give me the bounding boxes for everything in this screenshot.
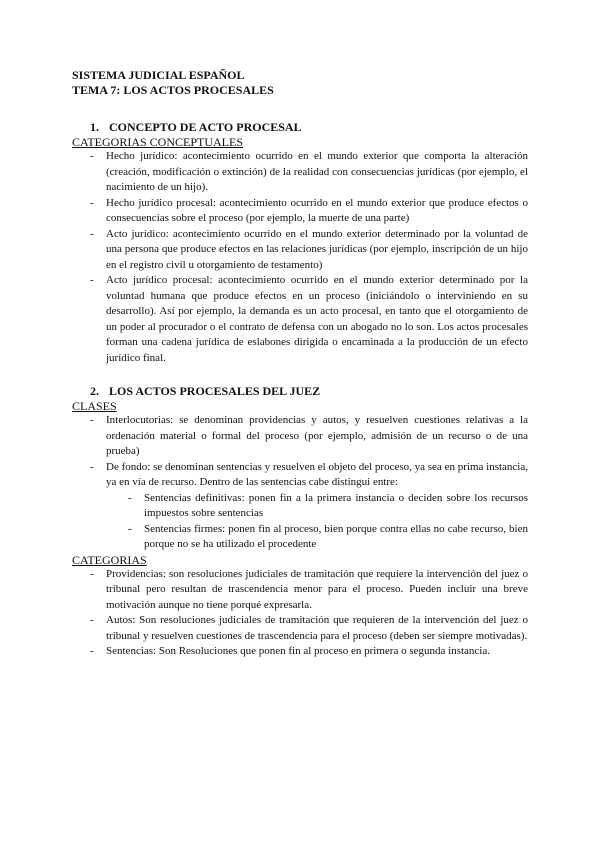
list-item: - Sentencias: Son Resoluciones que ponen fin al proceso en primera o segunda instancia. [72, 644, 528, 660]
document-title-line2: TEMA 7: LOS ACTOS PROCESALES [72, 83, 274, 97]
section-2-number: 2. [90, 384, 99, 398]
list-item: - Interlocutorias: se denominan providencias y autos, y resuelven cuestiones relativas a la ordenación material o formal del proceso (por ejemplo, admisión de un recurso o de una prueba) [72, 413, 528, 460]
list-item: - Acto jurídico procesal: acontecimiento ocurrido en el mundo exterior determinado por la voluntad humana que produce efectos en un proceso (iniciándolo o interviniendo en su desarrollo). Así por ejemplo, la demanda es un acto procesal, en tanto que el otorgamiento de un poder al procurador o el contrato de defensa con un abogado no lo son. Los actos procesales forman una cadena jurídica de eslabones dirigida o encaminada a la producción de un efecto jurídico final. [72, 273, 528, 366]
clases-subheading: CLASES [72, 399, 117, 413]
list-item: - De fondo: se denominan sentencias y resuelven el objeto del proceso, ya sea en prima instancia, ya en vía de recurso. Dentro de las sentencias cabe distingui entre: [72, 460, 528, 491]
list-item: - Autos: Son resoluciones judiciales de tramitación que requieren de la intervención del juez o tribunal y resuelven cuestiones de trascendencia para el proceso (deben ser siempre motivadas). [72, 613, 528, 644]
section-2-title: LOS ACTOS PROCESALES DEL JUEZ [109, 384, 321, 398]
section-1-heading [72, 120, 528, 135]
categorias-list [72, 567, 528, 660]
categorias-subheading: CATEGORIAS [72, 552, 147, 567]
list-item: - Hecho jurídico: acontecimiento ocurrido en el mundo exterior que comporta la alteración (creación, modificación o extinción) de la realidad con consecuencias jurídicas (por ejemplo, el nacimiento de un hijo). [72, 149, 528, 196]
document-title-line1: SISTEMA JUDICIAL ESPAÑOL [72, 68, 245, 82]
document-page [72, 68, 528, 660]
clases-sublist [72, 491, 528, 553]
list-item: - Hecho jurídico procesal: acontecimiento ocurrido en el mundo exterior que produce efectos o consecuencias sobre el proceso (por ejemplo, la muerte de una parte) [72, 196, 528, 227]
section-2-heading [72, 384, 528, 399]
section-1-subheading: CATEGORIAS CONCEPTUALES [72, 135, 244, 149]
clases-list [72, 413, 528, 491]
sub-list-item: - Sentencias definitivas: ponen fin a la primera instancia o deciden sobre los recursos impuestos sobre sentencias [72, 491, 528, 522]
section-1-number: 1. [90, 120, 99, 134]
section-1-title: CONCEPTO DE ACTO PROCESAL [109, 120, 302, 134]
sub-list-item: - Sentencias firmes: ponen fin al proceso, bien porque contra ellas no cabe recurso, bien porque no se ha utilizado el procedente [72, 522, 528, 553]
list-item: - Providencias: son resoluciones judiciales de tramitación que requiere la intervención del juez o tribunal pero resultan de trascendencia menor para el proceso. Pueden incluir una breve motivación aunque no tiene porqué expresarla. [72, 567, 528, 614]
section-1-list [72, 149, 528, 366]
list-item: - Acto jurídico: acontecimiento ocurrido en el mundo exterior determinado por la voluntad de una persona que produce efectos en las relaciones jurídicas (por ejemplo, inscripción de un hijo en el registro civil u otorgamiento de testamento) [72, 227, 528, 274]
